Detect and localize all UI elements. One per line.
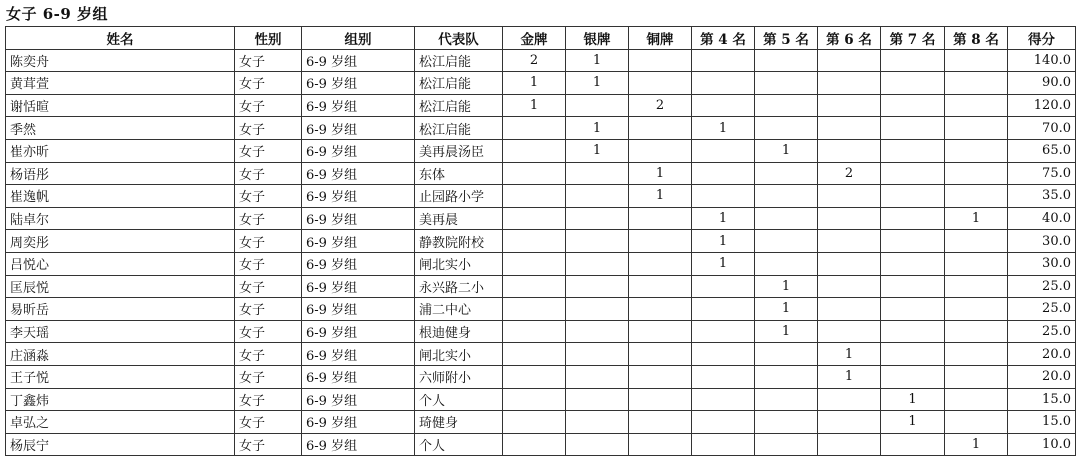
header-group: 组别	[302, 27, 415, 50]
cell-name: 卓弘之	[6, 411, 235, 434]
cell-silver	[566, 162, 629, 185]
cell-place-5: 1	[755, 139, 818, 162]
cell-bronze	[629, 230, 692, 253]
cell-name: 李天瑶	[6, 320, 235, 343]
cell-place-6	[818, 252, 881, 275]
cell-place-6	[818, 117, 881, 140]
cell-place-7	[881, 185, 945, 208]
cell-silver: 1	[566, 49, 629, 72]
header-silver: 银牌	[566, 27, 629, 50]
cell-gender: 女子	[235, 298, 302, 321]
cell-place-6	[818, 207, 881, 230]
cell-place-4: 1	[692, 117, 755, 140]
cell-place-4	[692, 185, 755, 208]
cell-place-8	[945, 230, 1008, 253]
cell-score: 25.0	[1008, 298, 1076, 321]
cell-place-8	[945, 343, 1008, 366]
cell-name: 季然	[6, 117, 235, 140]
cell-gender: 女子	[235, 139, 302, 162]
header-8th: 第 8 名	[945, 27, 1008, 50]
cell-place-6	[818, 230, 881, 253]
cell-silver	[566, 411, 629, 434]
results-table	[5, 26, 1076, 456]
cell-gender: 女子	[235, 433, 302, 456]
cell-place-4	[692, 72, 755, 95]
cell-team: 永兴路二小	[415, 275, 503, 298]
cell-name: 陈奕舟	[6, 49, 235, 72]
cell-group: 6-9 岁组	[302, 275, 415, 298]
table-row	[6, 298, 1076, 321]
cell-team: 根迪健身	[415, 320, 503, 343]
header-7th: 第 7 名	[881, 27, 945, 50]
cell-place-5	[755, 207, 818, 230]
cell-place-8	[945, 388, 1008, 411]
cell-bronze	[629, 139, 692, 162]
cell-place-7	[881, 139, 945, 162]
cell-place-8	[945, 298, 1008, 321]
cell-group: 6-9 岁组	[302, 72, 415, 95]
cell-place-6	[818, 139, 881, 162]
cell-team: 六师附小	[415, 365, 503, 388]
cell-score: 90.0	[1008, 72, 1076, 95]
table-row	[6, 117, 1076, 140]
cell-gender: 女子	[235, 343, 302, 366]
cell-score: 30.0	[1008, 252, 1076, 275]
cell-gold	[503, 411, 566, 434]
cell-bronze	[629, 275, 692, 298]
table-row	[6, 139, 1076, 162]
cell-gold	[503, 252, 566, 275]
cell-gold: 1	[503, 94, 566, 117]
cell-group: 6-9 岁组	[302, 388, 415, 411]
cell-team: 松江启能	[415, 94, 503, 117]
cell-gold: 2	[503, 49, 566, 72]
cell-place-8	[945, 162, 1008, 185]
table-row	[6, 343, 1076, 366]
cell-name: 黄茸萱	[6, 72, 235, 95]
cell-gender: 女子	[235, 275, 302, 298]
cell-silver	[566, 207, 629, 230]
cell-place-5	[755, 72, 818, 95]
cell-group: 6-9 岁组	[302, 139, 415, 162]
table-row	[6, 252, 1076, 275]
table-row	[6, 275, 1076, 298]
cell-place-6	[818, 388, 881, 411]
cell-gold	[503, 320, 566, 343]
cell-team: 琦健身	[415, 411, 503, 434]
table-body	[6, 49, 1076, 456]
cell-bronze	[629, 411, 692, 434]
table-row	[6, 230, 1076, 253]
cell-silver	[566, 343, 629, 366]
cell-group: 6-9 岁组	[302, 433, 415, 456]
cell-score: 75.0	[1008, 162, 1076, 185]
cell-score: 70.0	[1008, 117, 1076, 140]
cell-place-5	[755, 230, 818, 253]
cell-place-5	[755, 388, 818, 411]
cell-gender: 女子	[235, 320, 302, 343]
cell-gender: 女子	[235, 94, 302, 117]
cell-gender: 女子	[235, 117, 302, 140]
header-row	[6, 27, 1076, 50]
cell-group: 6-9 岁组	[302, 411, 415, 434]
cell-name: 匡辰悦	[6, 275, 235, 298]
cell-place-6: 1	[818, 365, 881, 388]
cell-gold	[503, 207, 566, 230]
cell-place-5: 1	[755, 320, 818, 343]
cell-gold	[503, 185, 566, 208]
cell-score: 15.0	[1008, 388, 1076, 411]
cell-silver	[566, 94, 629, 117]
cell-group: 6-9 岁组	[302, 207, 415, 230]
cell-bronze	[629, 298, 692, 321]
cell-gold	[503, 230, 566, 253]
cell-gold	[503, 365, 566, 388]
cell-place-8: 1	[945, 433, 1008, 456]
cell-score: 40.0	[1008, 207, 1076, 230]
cell-place-4: 1	[692, 252, 755, 275]
cell-team: 止园路小学	[415, 185, 503, 208]
cell-bronze	[629, 252, 692, 275]
cell-place-8: 1	[945, 207, 1008, 230]
cell-bronze	[629, 433, 692, 456]
cell-team: 松江启能	[415, 49, 503, 72]
cell-place-8	[945, 252, 1008, 275]
cell-gold	[503, 275, 566, 298]
cell-gender: 女子	[235, 411, 302, 434]
cell-place-6	[818, 49, 881, 72]
cell-place-5	[755, 185, 818, 208]
cell-gender: 女子	[235, 365, 302, 388]
cell-place-4	[692, 320, 755, 343]
cell-place-5	[755, 117, 818, 140]
table-row	[6, 411, 1076, 434]
cell-gender: 女子	[235, 185, 302, 208]
cell-place-7	[881, 117, 945, 140]
cell-group: 6-9 岁组	[302, 185, 415, 208]
cell-bronze	[629, 117, 692, 140]
header-4th: 第 4 名	[692, 27, 755, 50]
header-score: 得分	[1008, 27, 1076, 50]
table-row	[6, 72, 1076, 95]
cell-place-7	[881, 230, 945, 253]
cell-gold	[503, 298, 566, 321]
table-row	[6, 320, 1076, 343]
cell-place-6	[818, 298, 881, 321]
cell-gold	[503, 388, 566, 411]
cell-place-7	[881, 343, 945, 366]
cell-place-5: 1	[755, 298, 818, 321]
cell-gender: 女子	[235, 72, 302, 95]
cell-place-4: 1	[692, 230, 755, 253]
header-bronze: 铜牌	[629, 27, 692, 50]
cell-place-5	[755, 162, 818, 185]
cell-name: 杨语彤	[6, 162, 235, 185]
cell-gold	[503, 433, 566, 456]
cell-bronze	[629, 49, 692, 72]
cell-group: 6-9 岁组	[302, 343, 415, 366]
cell-bronze	[629, 72, 692, 95]
cell-gold: 1	[503, 72, 566, 95]
cell-place-6	[818, 433, 881, 456]
table-row	[6, 365, 1076, 388]
cell-place-4	[692, 94, 755, 117]
cell-name: 庄涵淼	[6, 343, 235, 366]
cell-gold	[503, 162, 566, 185]
cell-team: 静教院附校	[415, 230, 503, 253]
cell-bronze	[629, 207, 692, 230]
cell-team: 松江启能	[415, 72, 503, 95]
cell-place-4	[692, 388, 755, 411]
results-table-container	[5, 26, 1076, 456]
cell-place-8	[945, 411, 1008, 434]
cell-place-7	[881, 320, 945, 343]
cell-place-8	[945, 320, 1008, 343]
cell-gold	[503, 343, 566, 366]
cell-place-4	[692, 49, 755, 72]
cell-place-5	[755, 343, 818, 366]
cell-silver	[566, 185, 629, 208]
cell-gender: 女子	[235, 388, 302, 411]
cell-place-6: 2	[818, 162, 881, 185]
cell-silver	[566, 433, 629, 456]
cell-group: 6-9 岁组	[302, 117, 415, 140]
page-title: 女子 6-9 岁组	[6, 5, 109, 23]
cell-team: 浦二中心	[415, 298, 503, 321]
cell-score: 20.0	[1008, 365, 1076, 388]
cell-place-4	[692, 139, 755, 162]
cell-place-7: 1	[881, 411, 945, 434]
cell-place-7	[881, 433, 945, 456]
cell-place-8	[945, 185, 1008, 208]
cell-group: 6-9 岁组	[302, 230, 415, 253]
header-team: 代表队	[415, 27, 503, 50]
cell-place-8	[945, 117, 1008, 140]
cell-group: 6-9 岁组	[302, 252, 415, 275]
cell-score: 20.0	[1008, 343, 1076, 366]
cell-place-8	[945, 72, 1008, 95]
table-row	[6, 94, 1076, 117]
header-gender: 性别	[235, 27, 302, 50]
cell-group: 6-9 岁组	[302, 49, 415, 72]
cell-place-8	[945, 94, 1008, 117]
cell-team: 美再晨汤臣	[415, 139, 503, 162]
cell-place-8	[945, 49, 1008, 72]
cell-place-6	[818, 94, 881, 117]
cell-name: 丁鑫炜	[6, 388, 235, 411]
cell-name: 易昕岳	[6, 298, 235, 321]
cell-bronze	[629, 365, 692, 388]
cell-place-4	[692, 298, 755, 321]
table-row	[6, 49, 1076, 72]
cell-group: 6-9 岁组	[302, 320, 415, 343]
cell-name: 吕悦心	[6, 252, 235, 275]
cell-team: 东体	[415, 162, 503, 185]
cell-place-8	[945, 275, 1008, 298]
cell-name: 周奕彤	[6, 230, 235, 253]
cell-place-7	[881, 207, 945, 230]
cell-group: 6-9 岁组	[302, 162, 415, 185]
cell-gender: 女子	[235, 162, 302, 185]
cell-place-6: 1	[818, 343, 881, 366]
cell-place-4	[692, 275, 755, 298]
cell-silver	[566, 388, 629, 411]
cell-score: 140.0	[1008, 49, 1076, 72]
cell-gender: 女子	[235, 49, 302, 72]
table-row	[6, 433, 1076, 456]
cell-place-4	[692, 411, 755, 434]
cell-gender: 女子	[235, 252, 302, 275]
cell-score: 25.0	[1008, 320, 1076, 343]
cell-silver: 1	[566, 72, 629, 95]
cell-group: 6-9 岁组	[302, 298, 415, 321]
cell-place-7	[881, 72, 945, 95]
cell-score: 30.0	[1008, 230, 1076, 253]
table-row	[6, 162, 1076, 185]
cell-place-6	[818, 411, 881, 434]
cell-silver	[566, 320, 629, 343]
cell-name: 王子悦	[6, 365, 235, 388]
cell-name: 谢恬暄	[6, 94, 235, 117]
cell-place-5	[755, 411, 818, 434]
cell-name: 陆卓尔	[6, 207, 235, 230]
cell-place-4: 1	[692, 207, 755, 230]
cell-place-7	[881, 365, 945, 388]
table-row	[6, 207, 1076, 230]
cell-place-8	[945, 365, 1008, 388]
cell-team: 闸北实小	[415, 252, 503, 275]
cell-place-7	[881, 298, 945, 321]
cell-gold	[503, 139, 566, 162]
table-row	[6, 388, 1076, 411]
cell-score: 10.0	[1008, 433, 1076, 456]
cell-bronze	[629, 388, 692, 411]
cell-bronze	[629, 343, 692, 366]
cell-score: 120.0	[1008, 94, 1076, 117]
cell-place-5	[755, 252, 818, 275]
cell-place-7	[881, 162, 945, 185]
cell-team: 个人	[415, 388, 503, 411]
cell-silver: 1	[566, 117, 629, 140]
cell-name: 杨辰宁	[6, 433, 235, 456]
cell-silver	[566, 365, 629, 388]
cell-place-5	[755, 365, 818, 388]
cell-team: 美再晨	[415, 207, 503, 230]
cell-place-6	[818, 72, 881, 95]
cell-silver	[566, 252, 629, 275]
cell-place-4	[692, 162, 755, 185]
cell-place-5	[755, 94, 818, 117]
cell-silver	[566, 275, 629, 298]
cell-place-7: 1	[881, 388, 945, 411]
cell-bronze: 2	[629, 94, 692, 117]
cell-place-6	[818, 185, 881, 208]
cell-place-7	[881, 94, 945, 117]
cell-score: 35.0	[1008, 185, 1076, 208]
header-5th: 第 5 名	[755, 27, 818, 50]
cell-place-8	[945, 139, 1008, 162]
cell-place-7	[881, 275, 945, 298]
cell-place-5: 1	[755, 275, 818, 298]
cell-score: 65.0	[1008, 139, 1076, 162]
cell-bronze	[629, 320, 692, 343]
header-6th: 第 6 名	[818, 27, 881, 50]
cell-silver	[566, 230, 629, 253]
cell-place-7	[881, 252, 945, 275]
cell-team: 松江启能	[415, 117, 503, 140]
cell-gender: 女子	[235, 230, 302, 253]
cell-name: 崔亦昕	[6, 139, 235, 162]
cell-name: 崔逸帆	[6, 185, 235, 208]
header-gold: 金牌	[503, 27, 566, 50]
cell-gold	[503, 117, 566, 140]
cell-place-4	[692, 433, 755, 456]
cell-gender: 女子	[235, 207, 302, 230]
table-row	[6, 185, 1076, 208]
cell-place-6	[818, 275, 881, 298]
cell-bronze: 1	[629, 185, 692, 208]
cell-group: 6-9 岁组	[302, 94, 415, 117]
cell-place-7	[881, 49, 945, 72]
cell-place-4	[692, 343, 755, 366]
cell-place-5	[755, 49, 818, 72]
cell-silver	[566, 298, 629, 321]
cell-score: 15.0	[1008, 411, 1076, 434]
cell-group: 6-9 岁组	[302, 365, 415, 388]
cell-team: 闸北实小	[415, 343, 503, 366]
cell-score: 25.0	[1008, 275, 1076, 298]
cell-bronze: 1	[629, 162, 692, 185]
cell-place-5	[755, 433, 818, 456]
cell-place-4	[692, 365, 755, 388]
cell-place-6	[818, 320, 881, 343]
header-name: 姓名	[6, 27, 235, 50]
cell-silver: 1	[566, 139, 629, 162]
cell-team: 个人	[415, 433, 503, 456]
